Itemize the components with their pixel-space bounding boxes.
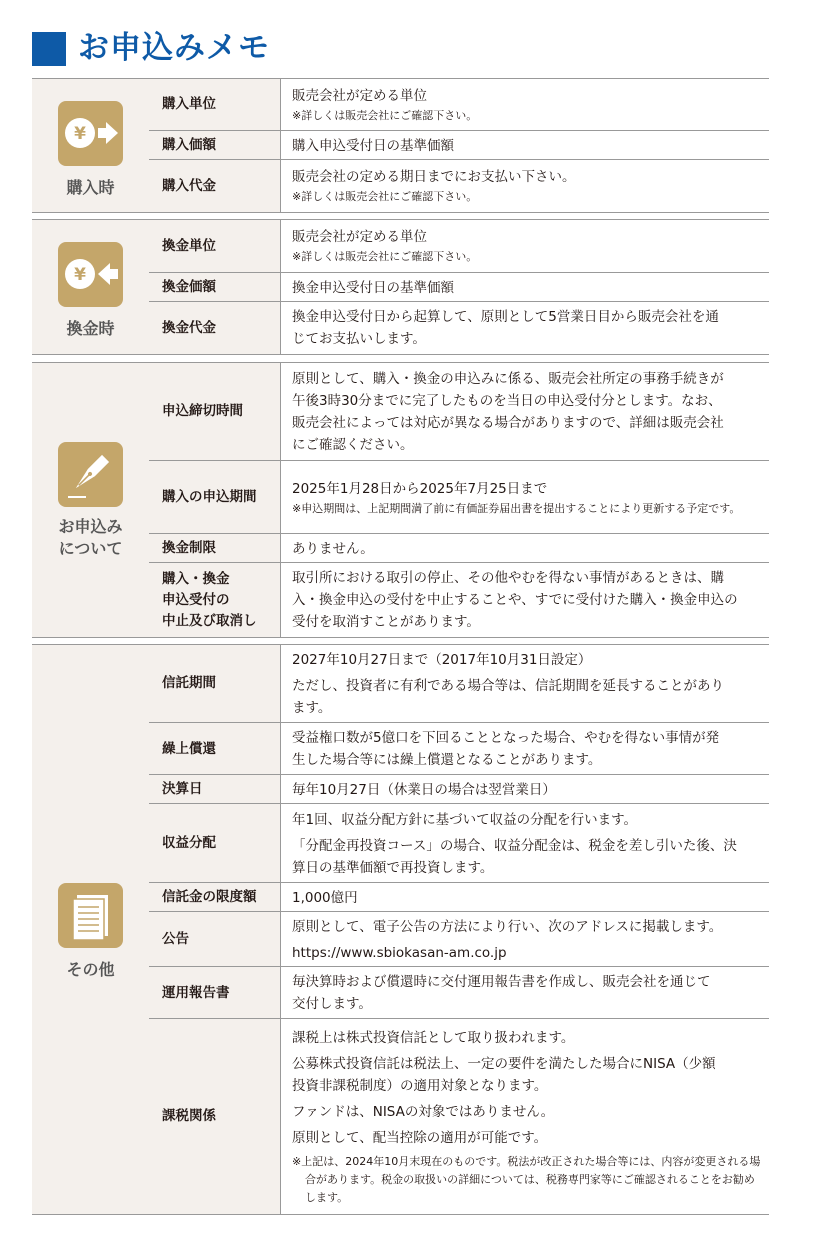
row-text: 受益権口数が5億口を下回ることとなった場合、やむを得ない事情が発 (292, 730, 720, 746)
table-row (149, 774, 769, 804)
row-value (280, 131, 769, 160)
row-header (149, 220, 281, 272)
row-header-text: 中止及び取消し (162, 612, 257, 629)
row-text: 販売会社が定める単位 (292, 229, 427, 245)
website-url: https://www.sbiokasan-am.co.jp (292, 944, 507, 961)
row-text: 販売会社の定める期日までにお支払い下さい。 (292, 169, 576, 185)
section-label: 購入時 (66, 178, 115, 197)
row-header (149, 967, 281, 1019)
table-row (149, 803, 769, 883)
row-text: 生した場合等には繰上償還となることがあります。 (292, 752, 602, 768)
row-text: 「分配金再投資コース」の場合、収益分配金は、税金を差し引いた後、決 (292, 837, 737, 854)
page-title: お申込みメモ (78, 30, 270, 66)
row-header (149, 1019, 281, 1214)
table-row (149, 159, 769, 212)
row-header-text: 換金制限 (162, 540, 216, 556)
row-text: 毎決算時および償還時に交付運用報告書を作成し、販売会社を通じて (292, 974, 711, 990)
table-row (149, 130, 769, 160)
row-note: ※詳しくは販売会社にご確認下さい。 (292, 190, 478, 203)
row-text: 毎年10月27日（休業日の場合は翌営業日） (292, 781, 556, 798)
section-application (32, 362, 769, 638)
row-header (149, 883, 281, 912)
svg-text:¥: ¥ (74, 265, 86, 285)
section-side (32, 79, 150, 212)
row-header (149, 563, 281, 637)
row-value (280, 273, 769, 302)
row-text: 課税上は株式投資信託として取り扱われます。 (292, 1029, 575, 1046)
row-note: ※申込期間は、上記期間満了前に有価証券届出書を提出することにより更新する予定です。 (292, 501, 741, 515)
title-marker (32, 32, 66, 66)
table-row (149, 220, 769, 272)
row-text: 原則として、電子公告の方法により行い、次のアドレスに掲載します。 (292, 918, 723, 935)
row-text: 年1回、収益分配方針に基づいて収益の分配を行います。 (292, 811, 638, 828)
row-header-text: 換金単位 (162, 237, 216, 254)
table-row (149, 301, 769, 354)
row-header (149, 160, 281, 212)
row-text: 原則として、配当控除の適用が可能です。 (292, 1129, 548, 1146)
row-value (280, 302, 769, 354)
row-header (149, 534, 281, 563)
yen-arrow-right-icon (58, 101, 123, 166)
row-note: ※詳しくは販売会社にご確認下さい。 (292, 108, 478, 122)
row-text: 販売会社が定める単位 (292, 87, 427, 104)
row-text: 購入申込受付日の基準価額 (292, 137, 454, 154)
row-header (149, 302, 281, 354)
row-text: 午後3時30分までに完了したものを当日の申込受付分とします。なお、 (292, 392, 722, 409)
table-row (149, 363, 769, 460)
row-text: 販売会社によっては対応が異なる場合がありますので、詳細は販売会社 (292, 414, 724, 431)
row-value (280, 79, 769, 130)
row-value (280, 363, 769, 460)
row-text: 算日の基準価額で再投資します。 (292, 859, 494, 876)
row-header (149, 273, 281, 302)
row-header-text: 購入・換金 (162, 570, 230, 587)
row-value (280, 804, 769, 883)
row-value (280, 220, 769, 272)
row-header-text: 換金価額 (162, 279, 216, 295)
row-header-text: 申込受付の (162, 591, 230, 608)
row-header-text: 信託期間 (162, 675, 216, 691)
section-label: その他 (66, 960, 115, 979)
row-text: 受付を取消すことがあります。 (292, 614, 480, 630)
row-header-text: 公告 (162, 931, 189, 947)
svg-text:¥: ¥ (74, 124, 86, 144)
section-label: について (58, 539, 123, 558)
row-text: 原則として、購入・換金の申込みに係る、販売会社所定の事務手続きが (292, 370, 724, 387)
row-header (149, 363, 281, 460)
table-row (149, 966, 769, 1019)
row-value (280, 160, 769, 212)
row-text: 交付します。 (292, 996, 372, 1012)
section-side (32, 645, 150, 1214)
table-row (149, 79, 769, 130)
row-header (149, 461, 281, 534)
row-value (280, 563, 769, 637)
row-header-text: 繰上償還 (162, 740, 216, 757)
row-header-text: 決算日 (162, 781, 203, 797)
section-other (32, 644, 769, 1215)
table-row (149, 1018, 769, 1214)
row-header-text: 運用報告書 (162, 984, 230, 1001)
row-header (149, 775, 281, 804)
row-value (280, 723, 769, 775)
row-note: ※詳しくは販売会社にご確認下さい。 (292, 250, 478, 263)
row-text: 1,000億円 (292, 889, 358, 906)
row-header (149, 804, 281, 883)
row-text: 2027年10月27日まで（2017年10月31日設定） (292, 651, 592, 668)
row-value (280, 967, 769, 1019)
row-text: 換金申込受付日の基準価額 (292, 279, 454, 296)
row-text: 公募株式投資信託は税法上、一定の要件を満たした場合にNISA（少額 (292, 1055, 716, 1072)
row-value (280, 645, 769, 722)
row-header-text: 購入価額 (162, 137, 216, 153)
table-row (149, 882, 769, 912)
table-row (149, 911, 769, 967)
row-header (149, 723, 281, 775)
row-text: ありません。 (292, 540, 374, 557)
document-icon (58, 883, 123, 948)
row-header-text: 購入単位 (162, 96, 216, 112)
section-redemption (32, 219, 769, 355)
row-header (149, 79, 281, 130)
table-row (149, 460, 769, 534)
row-note: ※上記は、2024年10月末現在のものです。税法が改正された場合等には、内容が変更される場合があります。税金の取扱いの詳細については、税務専門家等にご確認されることをお勧めします。 (292, 1154, 761, 1204)
section-label: 換金時 (66, 319, 115, 338)
table-row (149, 722, 769, 775)
fountain-pen-icon (58, 442, 123, 507)
yen-arrow-left-icon (58, 242, 123, 307)
row-value (280, 912, 769, 967)
row-text: 投資非課税制度）の適用対象となります。 (292, 1077, 548, 1094)
row-value (280, 1019, 769, 1214)
table-row (149, 645, 769, 722)
row-value (280, 534, 769, 563)
section-side (32, 363, 150, 637)
row-header-text: 収益分配 (162, 835, 216, 851)
row-text: ファンドは、NISAの対象ではありません。 (292, 1103, 555, 1120)
row-header-text: 購入代金 (162, 177, 216, 194)
row-text: ます。 (292, 699, 332, 716)
row-header (149, 912, 281, 967)
row-value (280, 775, 769, 804)
section-purchase (32, 78, 769, 213)
table-row (149, 272, 769, 302)
table-row (149, 533, 769, 563)
row-text: じてお支払いします。 (292, 331, 426, 347)
row-header-text: 申込締切時間 (162, 403, 243, 419)
row-header (149, 645, 281, 722)
row-text: 取引所における取引の停止、その他やむを得ない事情があるときは、購 (292, 570, 724, 586)
row-header-text: 購入の申込期間 (162, 489, 257, 505)
row-header-text: 課税関係 (162, 1108, 216, 1124)
row-text: 入・換金申込の受付を中止することや、すでに受付けた購入・換金申込の (292, 592, 738, 608)
row-text: ただし、投資者に有利である場合等は、信託期間を延長することがあり (292, 677, 724, 694)
row-header-text: 信託金の限度額 (162, 889, 257, 905)
section-side (32, 220, 150, 354)
row-text: 換金申込受付日から起算して、原則として5営業日目から販売会社を通 (292, 309, 719, 325)
section-label: お申込み (58, 517, 123, 536)
row-header-text: 換金代金 (162, 319, 216, 336)
row-text: にご確認ください。 (292, 436, 414, 453)
row-value (280, 883, 769, 912)
row-header (149, 131, 281, 160)
row-text: 2025年1月28日から2025年7月25日まで (292, 480, 548, 497)
row-value (280, 461, 769, 534)
table-row (149, 562, 769, 637)
